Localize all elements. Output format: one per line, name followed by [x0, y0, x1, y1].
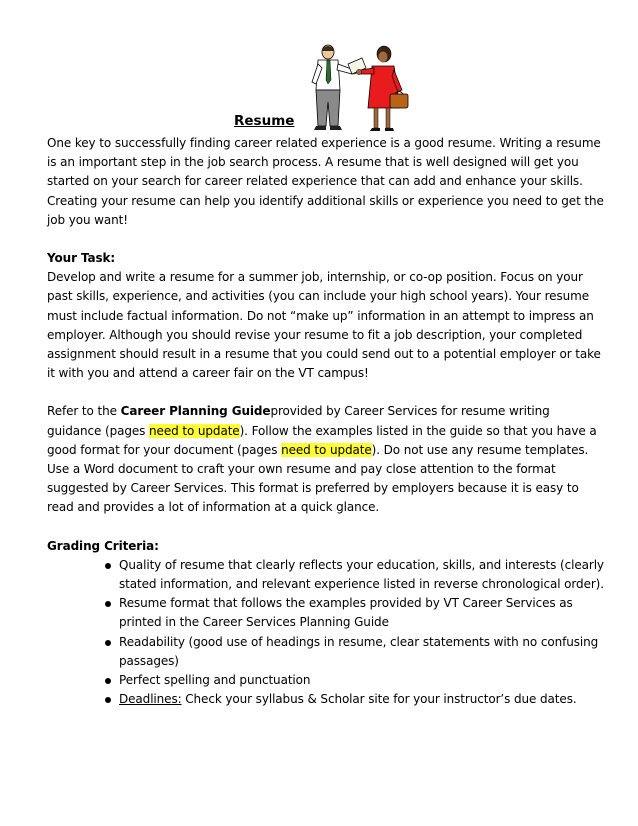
task-heading: Your Task: [47, 251, 116, 266]
highlight-need-to-update: need to update [281, 442, 372, 457]
list-item: Perfect spelling and punctuation [119, 671, 607, 690]
list-item: Resume format that follows the examples provided by VT Career Services as printed in the Career Services Planning Guide [119, 594, 607, 632]
grading-criteria-list [47, 556, 607, 710]
grading-heading: Grading Criteria: [47, 538, 159, 553]
document-body [47, 134, 607, 709]
intro-paragraph: One key to successfully finding career related experience is a good resume. Writing a resume is an important step in the job search process. A resume that is well designed will get you started on your search for career related experience that can add and enhance your skills. Creating your resume can help you identify additional skills or experience you need to get the job you want! [47, 136, 604, 227]
handshake-clipart-icon [302, 44, 414, 134]
deadlines-text: Check your syllabus & Scholar site for your instructor’s due dates. [181, 692, 577, 707]
page-title: Resume [234, 113, 295, 129]
list-item: Quality of resume that clearly reflects your education, skills, and interests (clearly stated information, and relevant experience listed in reverse chronological order). [119, 556, 607, 594]
career-planning-guide-title: Career Planning Guide [120, 404, 271, 419]
list-item [119, 690, 607, 709]
list-item: Readability (good use of headings in resume, clear statements with no confusing passages) [119, 633, 607, 671]
refer-paragraph: Refer to the Career Planning Guideprovided by Career Services for resume writing guidance (pages need to update). Follow the examples listed in the guide so that you have a good format for your document (pages need to update). Do not use any resume templates. Use a Word document to craft your own resume and pay close attention to the format suggested by Career Services. This format is preferred by employers because it is easy to read and provides a lot of information at a quick glance. [47, 404, 597, 515]
highlight-need-to-update: need to update [149, 423, 240, 438]
task-paragraph: Develop and write a resume for a summer job, internship, or co-op position. Focus on your past skills, experience, and activities (you can include your high school years). Your resume must include factual information. Do not “make up” information in an attempt to impress an employer. Although you should revise your resume to fit a job description, your completed assignment should result in a resume that you could send out to a potential employer or take it with you and attend a career fair on the VT campus! [47, 270, 601, 381]
deadlines-label: Deadlines: [119, 692, 182, 707]
